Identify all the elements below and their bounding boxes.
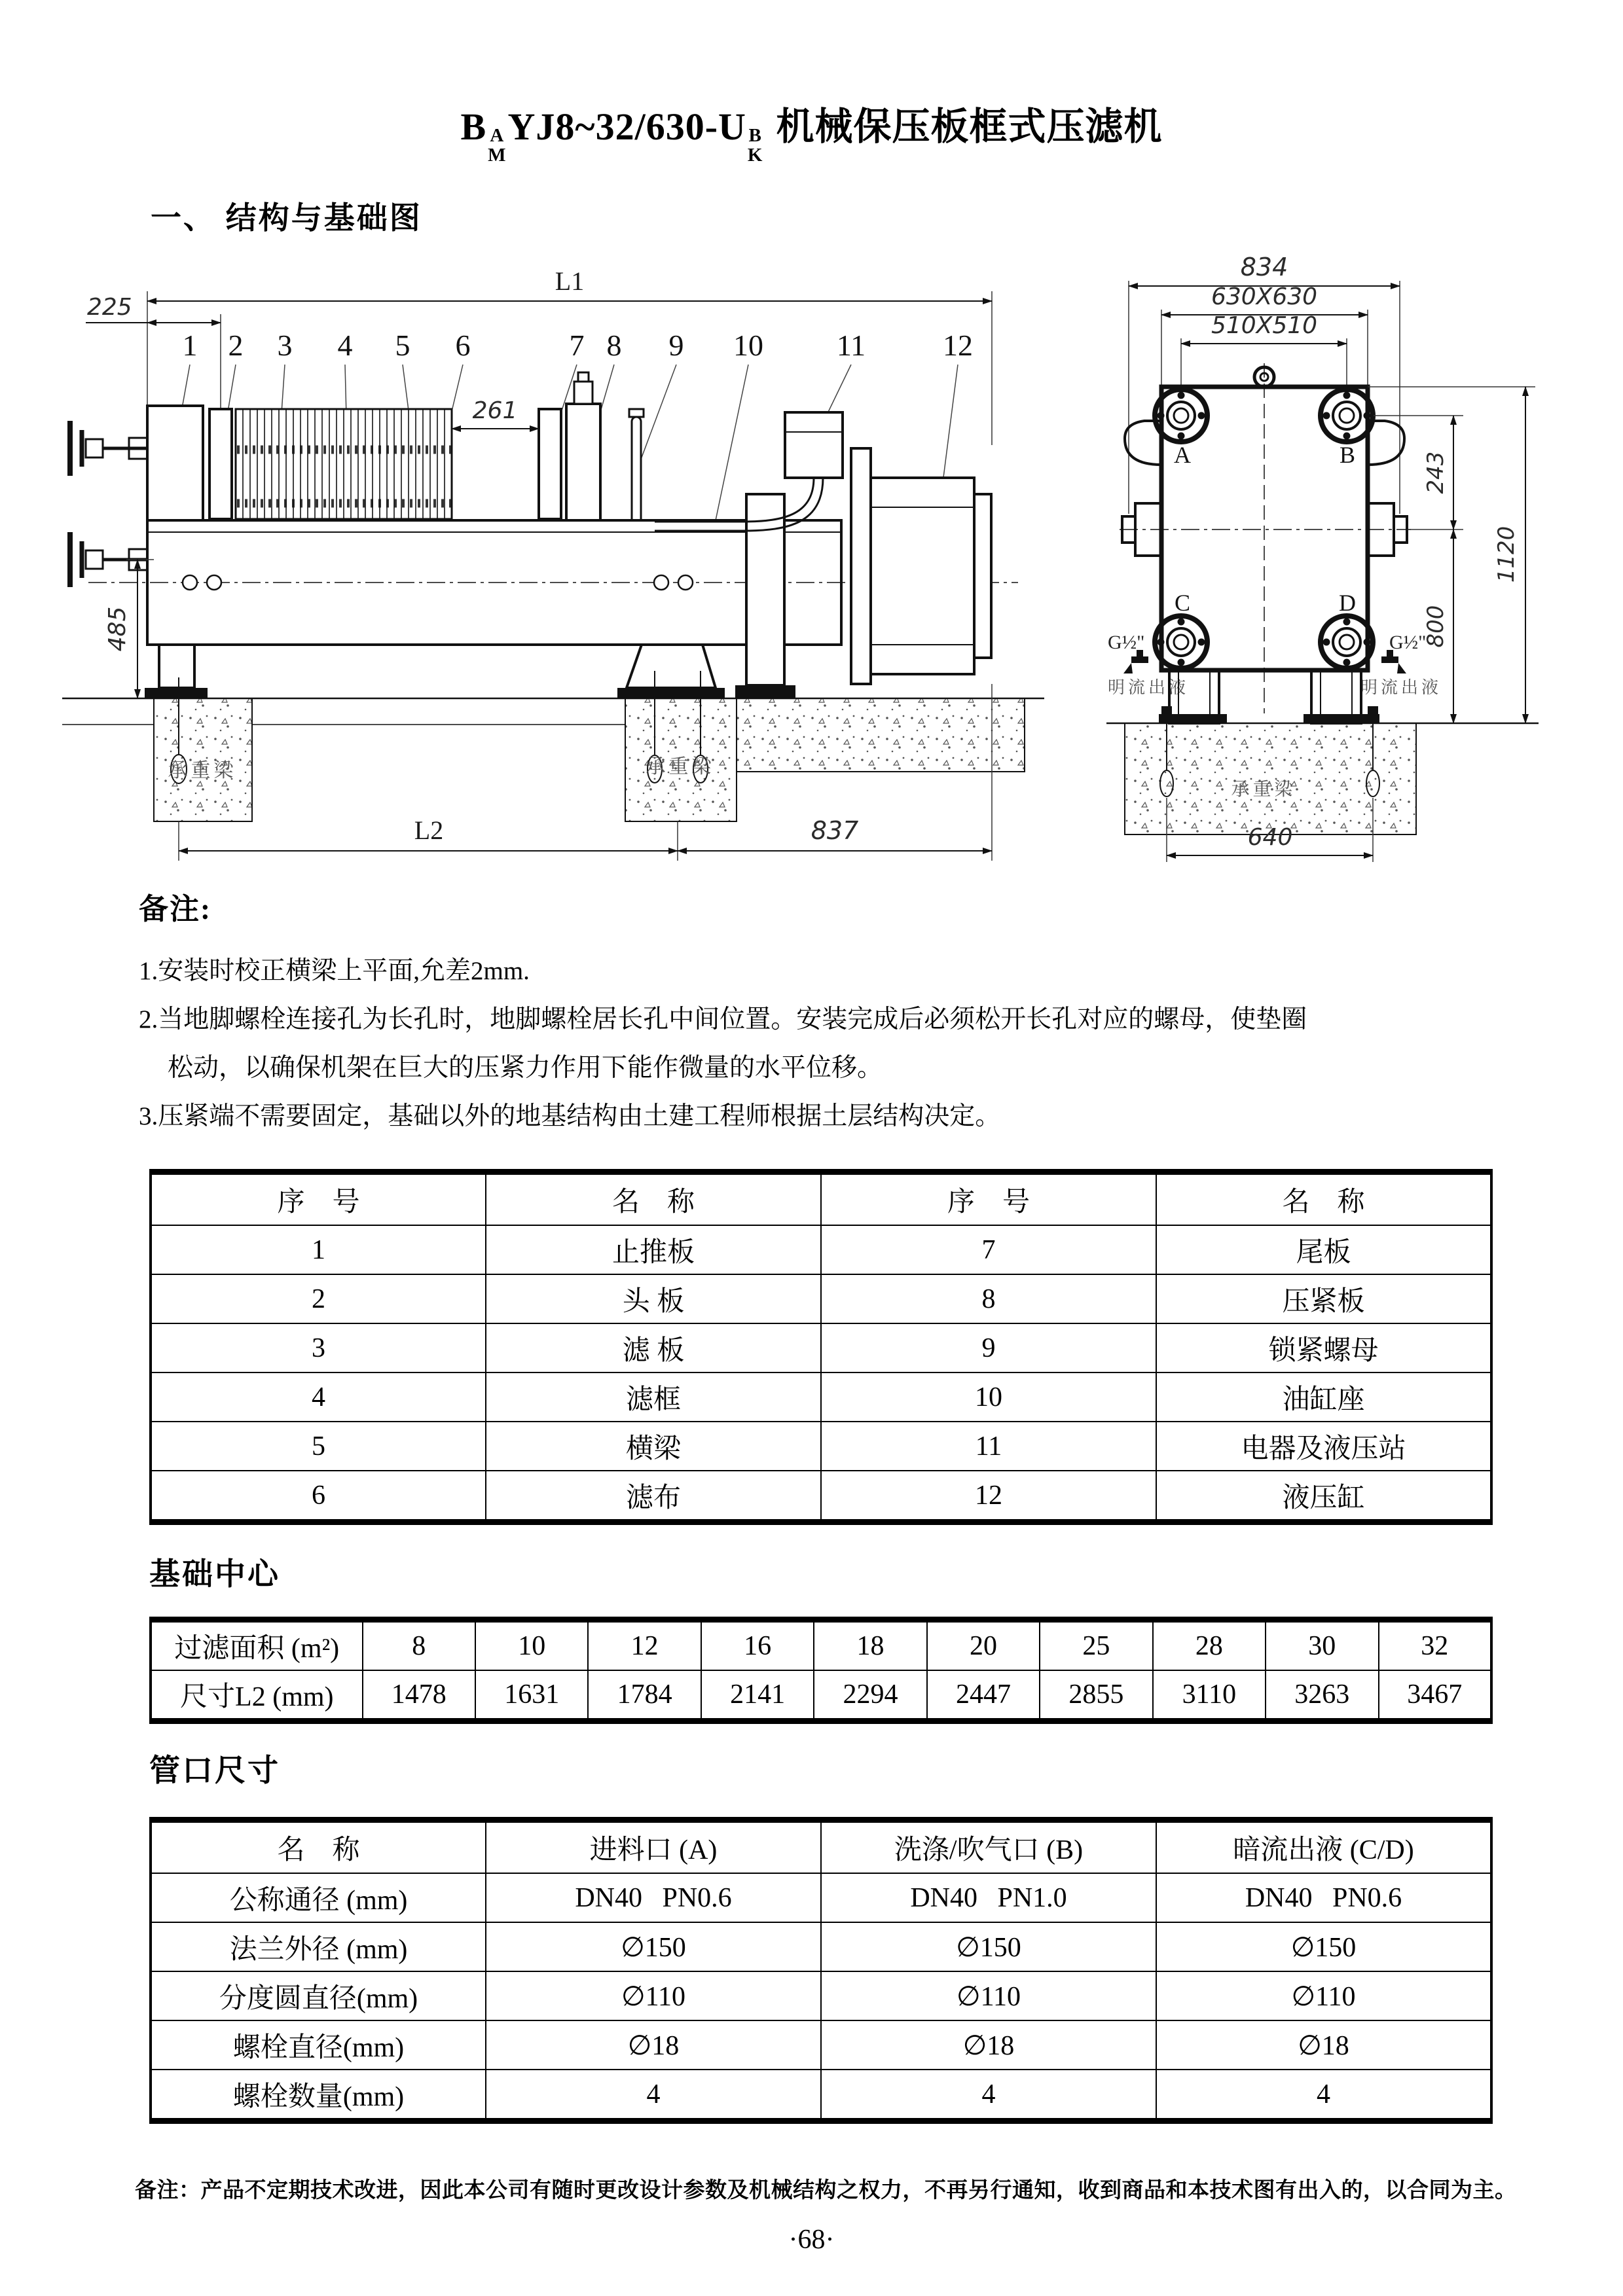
pipe-header-cell: 洗涤/吹气口 (B) xyxy=(821,1820,1156,1874)
parts-header-cell: 序 号 xyxy=(151,1172,486,1226)
cell: 4 xyxy=(151,1372,486,1422)
cell: 2447 xyxy=(927,1670,1040,1721)
callout-5: 5 xyxy=(395,329,410,362)
table-row xyxy=(151,1274,1491,1323)
row-label: 分度圆直径(mm) xyxy=(151,1971,486,2020)
cell: 8 xyxy=(821,1274,1156,1323)
cell: 7 xyxy=(821,1225,1156,1274)
note-line-1: 1.安装时校正横梁上平面,允差2mm. xyxy=(139,957,530,985)
cell: 2141 xyxy=(701,1670,814,1721)
port-label-B: B xyxy=(1339,442,1356,468)
outflow-label-left: 明流出液 xyxy=(1108,678,1190,697)
cell: 20 xyxy=(927,1620,1040,1671)
load-beam-label-left: 承重梁 xyxy=(168,760,237,781)
foundation-heading: 基础中心 xyxy=(149,1558,280,1592)
dim-225 xyxy=(86,294,221,409)
cell: 2855 xyxy=(1040,1670,1152,1721)
dim-800-label: 800 xyxy=(1423,605,1449,648)
section-heading-structure: 一、 结构与基础图 xyxy=(151,202,422,236)
faucet-icon-left xyxy=(1123,650,1148,673)
cell: 10 xyxy=(475,1620,588,1671)
end-view-drawing xyxy=(1106,252,1565,874)
cell: 3263 xyxy=(1266,1670,1378,1721)
dim-630-label: 630X630 xyxy=(1211,283,1318,310)
title-prefix-sub: M xyxy=(488,145,507,166)
cell: 电器及液压站 xyxy=(1156,1422,1491,1471)
cell: 尾板 xyxy=(1156,1225,1491,1274)
port-label-C: C xyxy=(1174,590,1191,616)
lock-nut-rod xyxy=(629,409,644,527)
callout-9: 9 xyxy=(668,329,684,362)
cell: 2 xyxy=(151,1274,486,1323)
cell: 1631 xyxy=(475,1670,588,1721)
cell: DN40 PN1.0 xyxy=(821,1873,1156,1922)
load-beam-label-middle: 承重梁 xyxy=(646,756,715,778)
tap-label-right: G½" xyxy=(1389,632,1427,653)
title-prefix-sup: A xyxy=(490,125,505,147)
dim-243-label: 243 xyxy=(1423,451,1449,494)
dim-261 xyxy=(452,397,539,429)
filter-plate-stack xyxy=(236,409,452,519)
title-prefix: B xyxy=(460,105,487,148)
table-row xyxy=(151,1225,1491,1274)
tail-plate xyxy=(539,409,561,519)
table-row xyxy=(151,1620,1491,1671)
page-title xyxy=(0,96,1623,166)
pipe-heading: 管口尺寸 xyxy=(149,1754,280,1788)
cell: 11 xyxy=(821,1422,1156,1471)
parts-header-cell: 名 称 xyxy=(1156,1172,1491,1226)
tap-right xyxy=(1381,632,1426,673)
cell: 1478 xyxy=(363,1670,475,1721)
row-label: 螺栓数量(mm) xyxy=(151,2070,486,2121)
support-legs xyxy=(1159,670,1379,723)
cell: 滤框 xyxy=(486,1372,821,1422)
dim-1120-label: 1120 xyxy=(1493,526,1520,583)
parts-header-cell: 名 称 xyxy=(486,1172,821,1226)
callout-4: 4 xyxy=(337,329,353,362)
dim-261-label: 261 xyxy=(472,397,518,424)
callout-11: 11 xyxy=(836,329,866,362)
cell: 30 xyxy=(1266,1620,1378,1671)
foundation-table xyxy=(149,1617,1493,1724)
cell: 12 xyxy=(821,1471,1156,1522)
cell: 3 xyxy=(151,1323,486,1372)
cell: 5 xyxy=(151,1422,486,1471)
callout-2: 2 xyxy=(228,329,244,362)
cell: 12 xyxy=(588,1620,701,1671)
faucet-icon-right xyxy=(1381,650,1406,673)
title-model: YJ8~32/630-U xyxy=(507,105,746,148)
cell: 2294 xyxy=(814,1670,926,1721)
parts-table xyxy=(149,1169,1493,1525)
cell: 6 xyxy=(151,1471,486,1522)
row-label: 法兰外径 (mm) xyxy=(151,1922,486,1971)
footer-note: 备注：产品不定期技术改进，因此本公司有随时更改设计参数及机械结构之权力，不再另行通知，收到商品和本技术图有出入的，以合同为主。 xyxy=(135,2179,1517,2202)
cell: 止推板 xyxy=(486,1225,821,1274)
pipe-header-cell: 进料口 (A) xyxy=(486,1820,821,1874)
notes-block xyxy=(139,885,1527,1141)
cell: 油缸座 xyxy=(1156,1372,1491,1422)
title-suffix-stack xyxy=(748,126,763,165)
parts-header-cell: 序 号 xyxy=(821,1172,1156,1226)
title-prefix-stack xyxy=(488,126,506,165)
cell: DN40 PN0.6 xyxy=(486,1873,821,1922)
cell: 28 xyxy=(1153,1620,1266,1671)
hydraulic-cylinder xyxy=(851,448,991,684)
cell: ∅150 xyxy=(486,1922,821,1971)
cell: 4 xyxy=(486,2070,821,2121)
cell: ∅150 xyxy=(1156,1922,1491,1971)
title-machine-name: 机械保压板框式压滤机 xyxy=(776,105,1163,148)
cell: 1784 xyxy=(588,1670,701,1721)
cell: 16 xyxy=(701,1620,814,1671)
cell: 锁紧螺母 xyxy=(1156,1323,1491,1372)
cell: ∅18 xyxy=(821,2020,1156,2070)
cell: 头 板 xyxy=(486,1274,821,1323)
note-line-3: 松动，以确保机架在巨大的压紧力作用下能作微量的水平位移。 xyxy=(168,1054,883,1082)
table-row xyxy=(151,1922,1491,1971)
parts-header-row xyxy=(151,1172,1491,1226)
page-number: ·68· xyxy=(788,2225,835,2255)
cell: 9 xyxy=(821,1323,1156,1372)
table-row xyxy=(151,1372,1491,1422)
row-label: 螺栓直径(mm) xyxy=(151,2020,486,2070)
dim-640-label: 640 xyxy=(1247,824,1293,851)
row-label: 公称通径 (mm) xyxy=(151,1873,486,1922)
pressing-plate xyxy=(566,372,600,522)
cell: ∅150 xyxy=(821,1922,1156,1971)
load-beam-label-end: 承重梁 xyxy=(1231,780,1296,800)
table-row xyxy=(151,1422,1491,1471)
port-label-A: A xyxy=(1174,442,1191,468)
foundation xyxy=(62,671,1044,821)
callout-1: 1 xyxy=(182,329,198,362)
handwheel-upper xyxy=(70,421,147,476)
cell: 25 xyxy=(1040,1620,1152,1671)
cell: 10 xyxy=(821,1372,1156,1422)
dim-L2-label: L2 xyxy=(414,816,444,845)
table-row xyxy=(151,2020,1491,2070)
note-line-2: 2.当地脚螺栓连接孔为长孔时，地脚螺栓居长孔中间位置。安装完成后必须松开长孔对应的螺母，使垫圈 xyxy=(139,1005,1307,1033)
table-row xyxy=(151,1971,1491,2020)
cell: 3110 xyxy=(1153,1670,1266,1721)
foundation-end xyxy=(1106,706,1539,834)
callout-3: 3 xyxy=(277,329,293,362)
cell: 横梁 xyxy=(486,1422,821,1471)
tap-left xyxy=(1108,632,1148,673)
table-row xyxy=(151,1670,1491,1721)
tap-label-left: G½" xyxy=(1108,632,1145,653)
callout-12: 12 xyxy=(943,329,973,362)
cell: 4 xyxy=(821,2070,1156,2121)
row-label: 尺寸L2 (mm) xyxy=(151,1670,363,1721)
callout-8: 8 xyxy=(606,329,622,362)
dim-485-label: 485 xyxy=(104,606,131,652)
port-label-D: D xyxy=(1339,590,1356,616)
cell: 滤 板 xyxy=(486,1323,821,1372)
table-row xyxy=(151,2070,1491,2121)
table-row xyxy=(151,1323,1491,1372)
cell: 4 xyxy=(1156,2070,1491,2121)
table-row xyxy=(151,1873,1491,1922)
callout-10: 10 xyxy=(733,329,763,362)
callout-6: 6 xyxy=(455,329,471,362)
title-suffix-sub: K xyxy=(747,145,763,166)
outflow-label-right: 明流出液 xyxy=(1360,678,1442,697)
note-line-4: 3.压紧端不需要固定，基础以外的地基结构由土建工程师根据土层结构决定。 xyxy=(139,1102,1001,1130)
dim-225-label: 225 xyxy=(87,294,132,321)
dim-834-label: 834 xyxy=(1240,253,1288,281)
side-view-drawing xyxy=(62,252,1044,874)
cell: 3467 xyxy=(1379,1670,1491,1721)
dim-837-label: 837 xyxy=(811,816,859,845)
cell: 8 xyxy=(363,1620,475,1671)
head-plate xyxy=(210,409,232,519)
cell: 压紧板 xyxy=(1156,1274,1491,1323)
cell: ∅18 xyxy=(486,2020,821,2070)
pipe-header-cell: 名 称 xyxy=(151,1820,486,1874)
cell: ∅110 xyxy=(486,1971,821,2020)
pipe-table xyxy=(149,1817,1493,2124)
callout-7: 7 xyxy=(569,329,585,362)
title-suffix-sup: B xyxy=(748,125,762,147)
row-label: 过滤面积 (m²) xyxy=(151,1620,363,1671)
pipe-header-row xyxy=(151,1820,1491,1874)
cell: 液压缸 xyxy=(1156,1471,1491,1522)
cell: ∅110 xyxy=(1156,1971,1491,2020)
cell: 滤布 xyxy=(486,1471,821,1522)
notes-heading: 备注: xyxy=(139,893,211,925)
cell: 1 xyxy=(151,1225,486,1274)
table-row xyxy=(151,1471,1491,1522)
cell: 18 xyxy=(814,1620,926,1671)
cell: 32 xyxy=(1379,1620,1491,1671)
cell: DN40 PN0.6 xyxy=(1156,1873,1491,1922)
cell: ∅110 xyxy=(821,1971,1156,2020)
dim-510-label: 510X510 xyxy=(1211,312,1318,339)
callout-numbers xyxy=(183,329,974,362)
dim-L1-label: L1 xyxy=(555,266,585,296)
pipe-header-cell: 暗流出液 (C/D) xyxy=(1156,1820,1491,1874)
cell: ∅18 xyxy=(1156,2020,1491,2070)
